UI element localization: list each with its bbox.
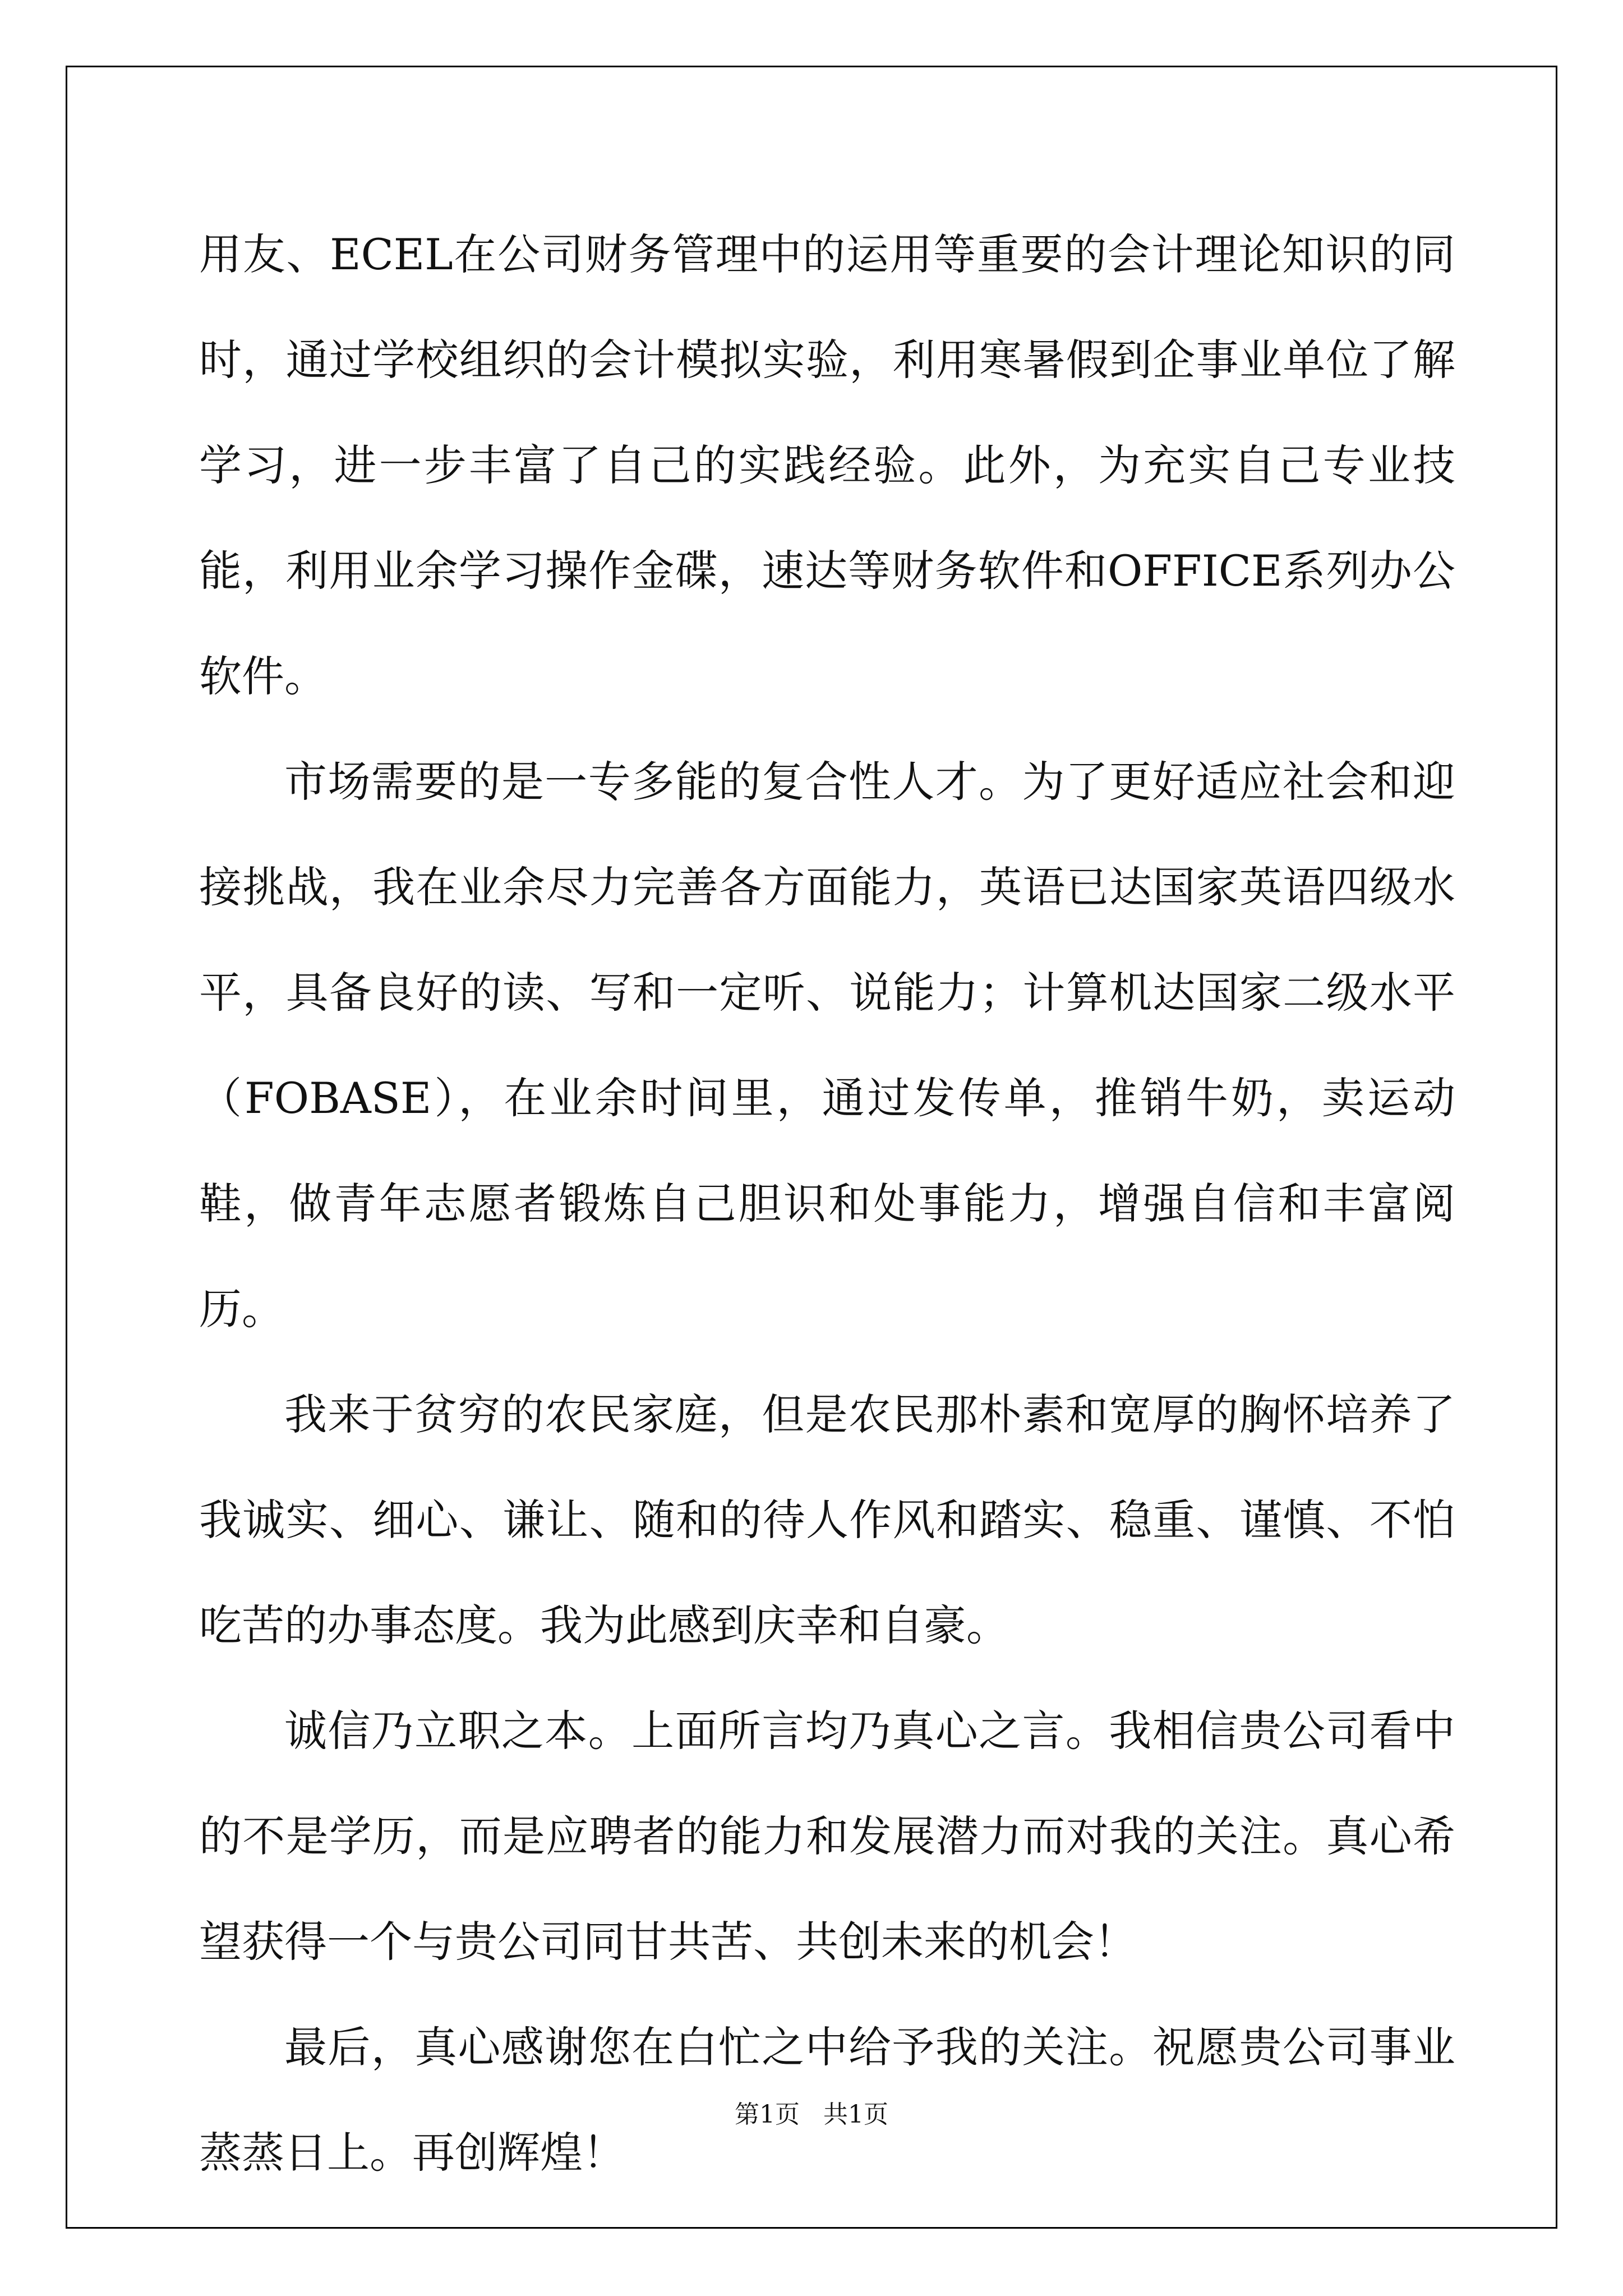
paragraph-4: 诚信乃立职之本。上面所言均乃真心之言。我相信贵公司看中的不是学历，而是应聘者的能力和发展潜力而对我的关注。真心希望获得一个与贵公司同甘共苦、共创未来的机会！ [199, 1706, 1455, 1967]
paragraph-5: 最后，真心感谢您在白忙之中给予我的关注。祝愿贵公司事业蒸蒸日上。再创辉煌！ [199, 2022, 1455, 2178]
paragraph-2: 市场需要的是一专多能的复合性人才。为了更好适应社会和迎接挑战，我在业余尽力完善各方面能力，英语已达国家英语四级水平，具备良好的读、写和一定听、说能力；计算机达国家二级水平（FOBASE），在业余时间里，通过发传单，推销牛奶，卖运动鞋，做青年志愿者锻炼自己胆识和处事能力，增强自信和丰富阅历。 [199, 757, 1455, 1334]
document-body [199, 202, 1455, 2206]
paragraph-1: 用友、ECEL在公司财务管理中的运用等重要的会计理论知识的同时，通过学校组织的会计模拟实验，利用寒暑假到企事业单位了解学习，进一步丰富了自己的实践经验。此外，为充实自己专业技能，利用业余学习操作金碟，速达等财务软件和OFFICE系列办公软件。 [199, 229, 1455, 701]
page-number-footer: 第1页 共1页 [735, 2100, 888, 2129]
paragraph-3: 我来于贫穷的农民家庭，但是农民那朴素和宽厚的胸怀培养了我诚实、细心、谦让、随和的待人作风和踏实、稳重、谨慎、不怕吃苦的办事态度。我为此感到庆幸和自豪。 [199, 1389, 1455, 1650]
